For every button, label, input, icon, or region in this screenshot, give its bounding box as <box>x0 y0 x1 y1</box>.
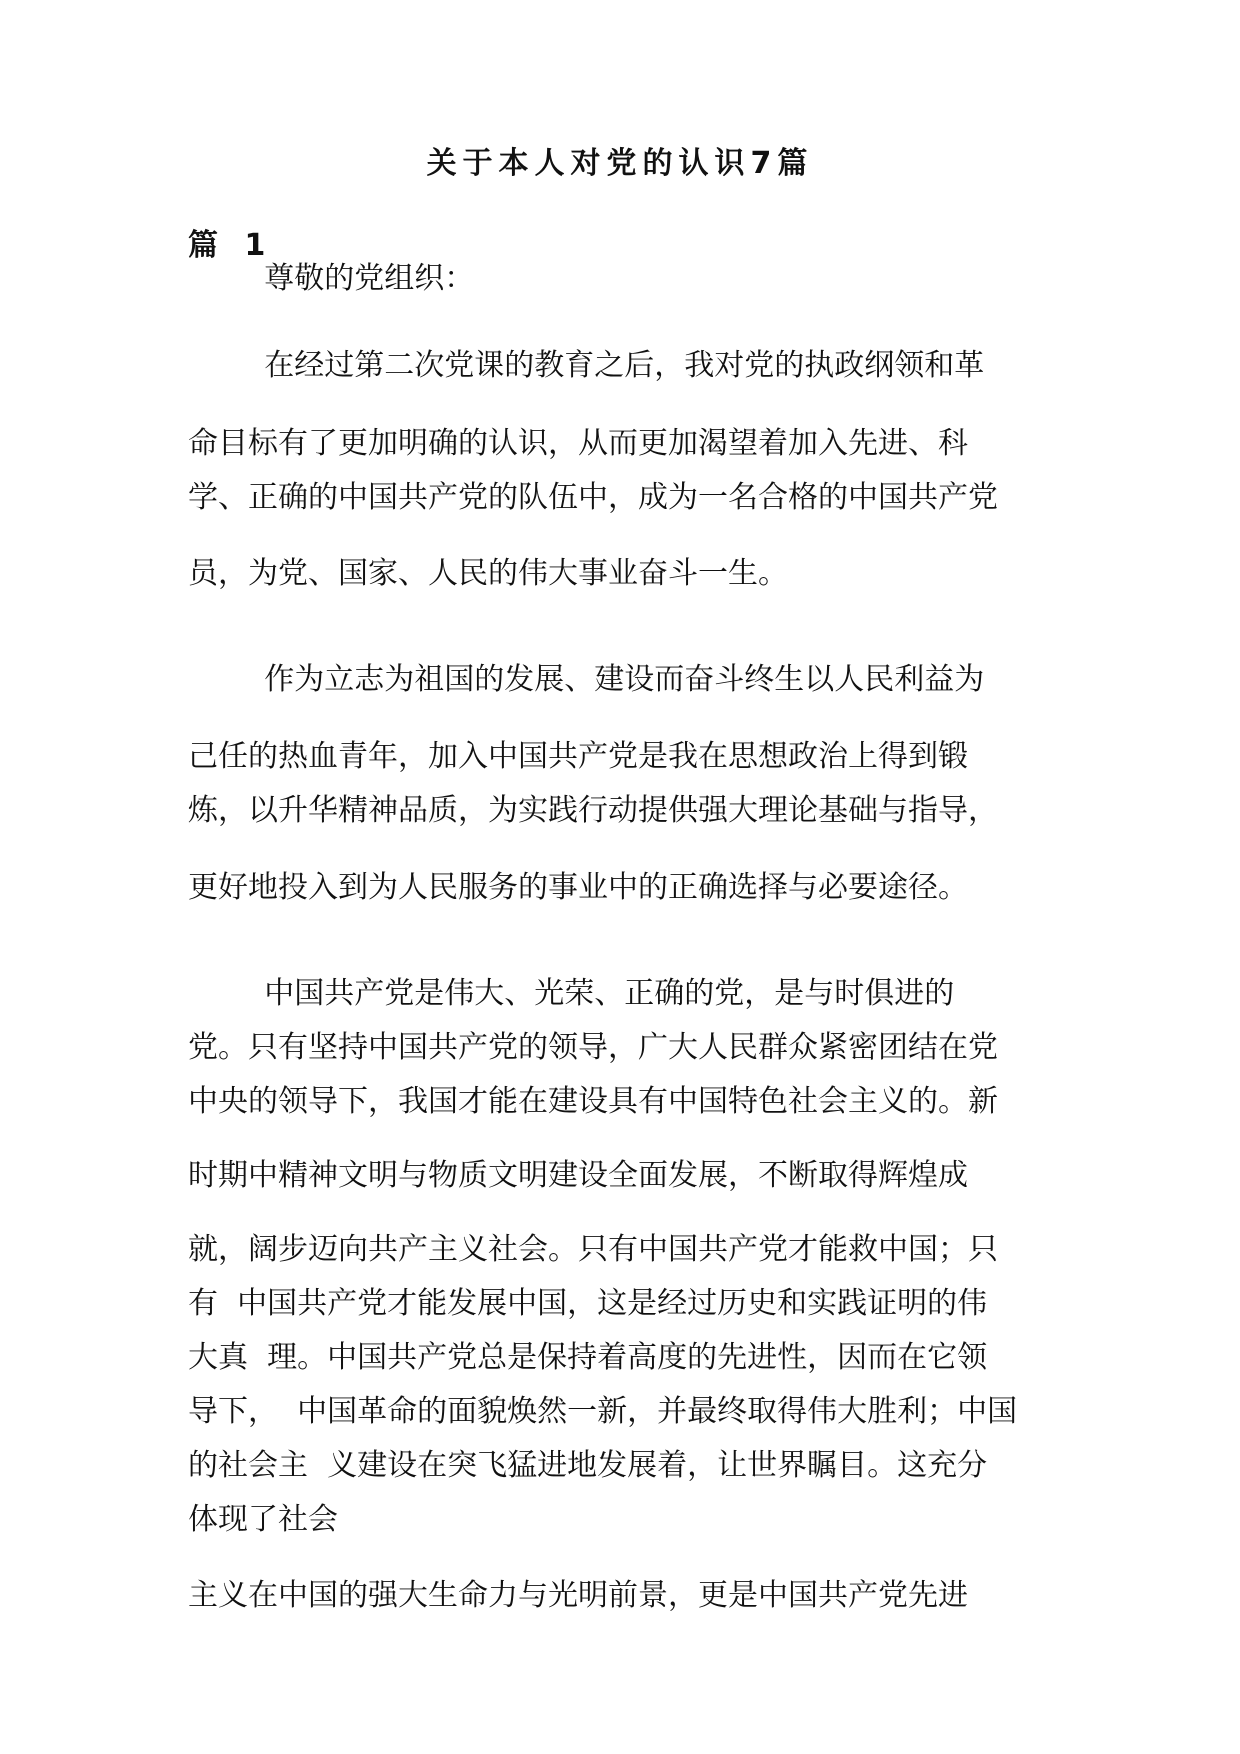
paragraph-line: 作为立志为祖国的发展、建设而奋斗终生以人民利益为 <box>188 662 985 697</box>
paragraph-line: 员，为党、国家、人民的伟大事业奋斗一生。 <box>188 556 788 591</box>
paragraph-line: 在经过第二次党课的教育之后，我对党的执政纲领和革 <box>188 348 985 383</box>
paragraph-line: 主义在中国的强大生命力与光明前景，更是中国共产党先进 <box>188 1578 968 1613</box>
paragraph-line: 炼，以升华精神品质，为实践行动提供强大理论基础与指导， <box>188 793 998 828</box>
paragraph-line: 学、正确的中国共产党的队伍中，成为一名合格的中国共产党 <box>188 480 998 515</box>
paragraph-line: 导下， 中国革命的面貌焕然一新，并最终取得伟大胜利；中国 <box>188 1394 1018 1429</box>
paragraph-line: 中央的领导下，我国才能在建设具有中国特色社会主义的。新 <box>188 1084 998 1119</box>
paragraph-line: 命目标有了更加明确的认识，从而更加渴望着加入先进、科 <box>188 426 968 461</box>
paragraph-line: 更好地投入到为人民服务的事业中的正确选择与必要途径。 <box>188 870 968 905</box>
paragraph-line: 大真 理。中国共产党总是保持着高度的先进性，因而在它领 <box>188 1340 988 1375</box>
paragraph-line: 尊敬的党组织： <box>188 261 475 296</box>
paragraph-line: 有 中国共产党才能发展中国，这是经过历史和实践证明的伟 <box>188 1286 988 1321</box>
paragraph-line: 时期中精神文明与物质文明建设全面发展，不断取得辉煌成 <box>188 1158 968 1193</box>
paragraph-line: 就，阔步迈向共产主义社会。只有中国共产党才能救中国；只 <box>188 1232 998 1267</box>
paragraph-line: 党。只有坚持中国共产党的领导，广大人民群众紧密团结在党 <box>188 1030 998 1065</box>
paragraph-line: 体现了社会 <box>188 1502 338 1537</box>
paragraph-line: 的社会主 义建设在突飞猛进地发展着，让世界瞩目。这充分 <box>188 1448 988 1483</box>
section-label: 篇 1 <box>188 228 274 263</box>
paragraph-line: 中国共产党是伟大、光荣、正确的党，是与时俱进的 <box>188 976 955 1011</box>
document-title: 关于本人对党的认识7篇 <box>426 146 814 181</box>
paragraph-line: 己任的热血青年，加入中国共产党是我在思想政治上得到锻 <box>188 739 968 774</box>
